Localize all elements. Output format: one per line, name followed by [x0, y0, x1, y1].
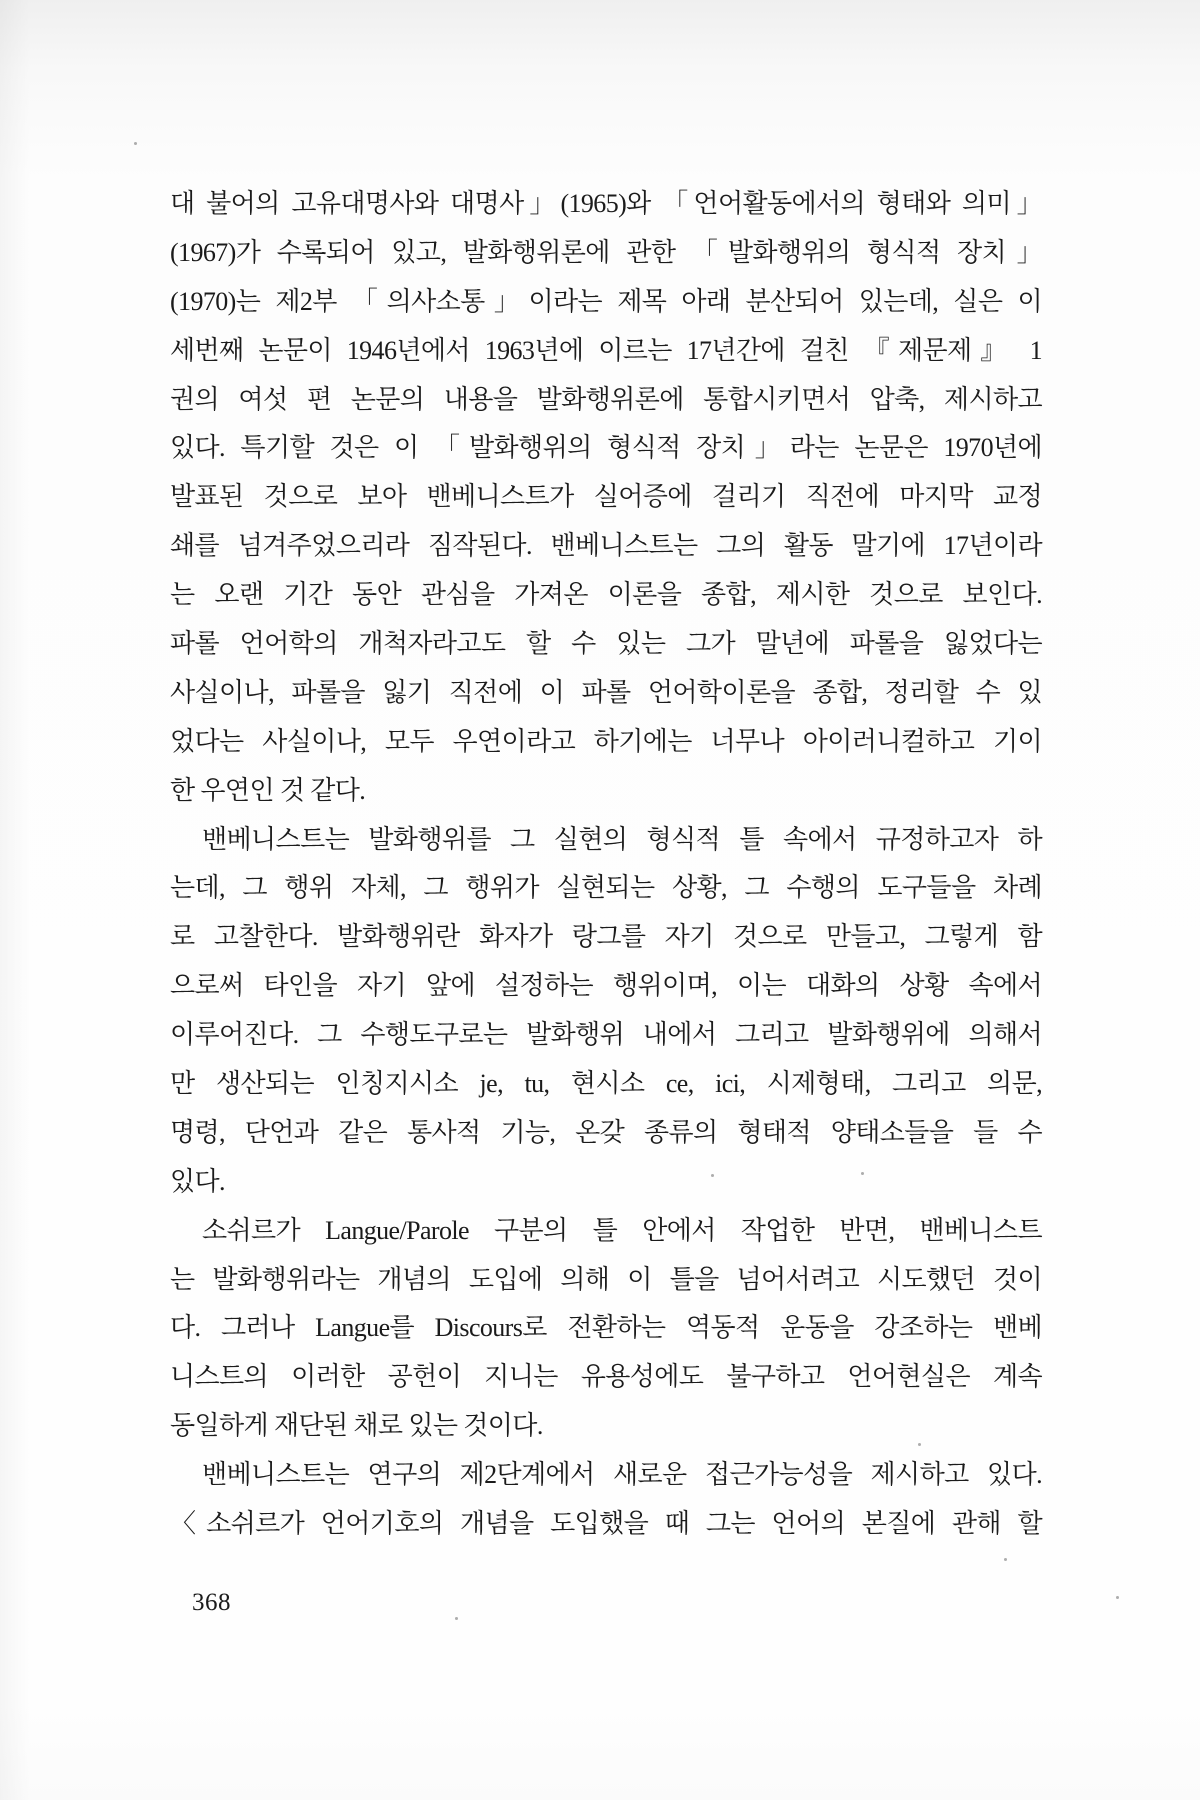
text-line: 쇄를 넘겨주었으리라 짐작된다. 밴베니스트는 그의 활동 말기에 17년이라 — [170, 531, 1042, 561]
scan-edge-shadow — [0, 0, 30, 1800]
paragraph — [170, 180, 1042, 816]
text-line: 대 불어의 고유대명사와 대명사」(1965)와 「언어활동에서의 형태와 의미」 — [170, 189, 1042, 218]
text-line: 만 생산되는 인칭지시소 je, tu, 현시소 ce, ici, 시제형태, 그리고 의문, — [170, 1069, 1042, 1099]
text-line: 한 우연인 것 같다. — [170, 775, 366, 805]
text-line: 사실이나, 파롤을 잃기 직전에 이 파롤 언어학이론을 종합, 정리할 수 있 — [170, 677, 1042, 707]
text-line: 로 고찰한다. 발화행위란 화자가 랑그를 자기 것으로 만들고, 그렇게 함 — [170, 922, 1042, 952]
text-line: 밴베니스트는 연구의 제2단계에서 새로운 접근가능성을 제시하고 있다. — [202, 1460, 1042, 1490]
text-line: (1967)가 수록되어 있고, 발화행위론에 관한 「발화행위의 형식적 장치」 — [170, 237, 1042, 267]
text-line: 니스트의 이러한 공헌이 지니는 유용성에도 불구하고 언어현실은 계속 — [170, 1362, 1042, 1392]
paragraph — [170, 1451, 1042, 1549]
text-line: 있다. 특기할 것은 이 「발화행위의 형식적 장치」라는 논문은 1970년에 — [170, 433, 1042, 463]
body-text — [170, 180, 1042, 1549]
text-line: 으로써 타인을 자기 앞에 설정하는 행위이며, 이는 대화의 상황 속에서 — [170, 971, 1042, 1001]
text-line: 다. 그러나 Langue를 Discours로 전환하는 역동적 운동을 강조하는 밴베 — [170, 1313, 1042, 1343]
text-line: 는데, 그 행위 자체, 그 행위가 실현되는 상황, 그 수행의 도구들을 차례 — [170, 873, 1042, 903]
scan-speck — [1004, 1558, 1007, 1561]
text-line: 권의 여섯 편 논문의 내용을 발화행위론에 통합시키면서 압축, 제시하고 — [170, 384, 1042, 414]
scan-speck — [918, 1443, 921, 1446]
text-line: 는 오랜 기간 동안 관심을 가져온 이론을 종합, 제시한 것으로 보인다. — [170, 580, 1042, 610]
text-line: 소쉬르가 Langue/Parole 구분의 틀 안에서 작업한 반면, 밴베니스트 — [202, 1215, 1042, 1245]
text-line: 동일하게 재단된 채로 있는 것이다. — [170, 1411, 543, 1441]
scan-speck — [861, 1172, 864, 1175]
text-line: 밴베니스트는 발화행위를 그 실현의 형식적 틀 속에서 규정하고자 하 — [202, 824, 1042, 854]
text-line: (1970)는 제2부 「의사소통」이라는 제목 아래 분산되어 있는데, 실은 이 — [170, 286, 1042, 316]
text-line: 었다는 사실이나, 모두 우연이라고 하기에는 너무나 아이러니컬하고 기이 — [170, 726, 1042, 756]
text-line: 명령, 단언과 같은 통사적 기능, 온갖 종류의 형태적 양태소들을 들 수 — [170, 1117, 1042, 1147]
scan-speck — [1116, 1596, 1119, 1599]
text-line: 발표된 것으로 보아 밴베니스트가 실어증에 걸리기 직전에 마지막 교정 — [170, 482, 1042, 512]
paragraph — [170, 1207, 1042, 1451]
scan-speck — [711, 1174, 714, 1177]
scan-speck — [455, 1617, 458, 1620]
text-line: 파롤 언어학의 개척자라고도 할 수 있는 그가 말년에 파롤을 잃었다는 — [170, 629, 1042, 659]
text-line: 세번째 논문이 1946년에서 1963년에 이르는 17년간에 걸친 『제문제』 1 — [170, 335, 1042, 365]
scan-speck — [134, 142, 137, 145]
text-line: 는 발화행위라는 개념의 도입에 의해 이 틀을 넘어서려고 시도했던 것이 — [170, 1264, 1042, 1294]
page-number: 368 — [192, 1589, 231, 1616]
paragraph — [170, 816, 1042, 1207]
text-line: 있다. — [170, 1166, 225, 1196]
text-line: 〈소쉬르가 언어기호의 개념을 도입했을 때 그는 언어의 본질에 관해 할 — [170, 1509, 1042, 1539]
text-line: 이루어진다. 그 수행도구로는 발화행위 내에서 그리고 발화행위에 의해서 — [170, 1020, 1042, 1050]
